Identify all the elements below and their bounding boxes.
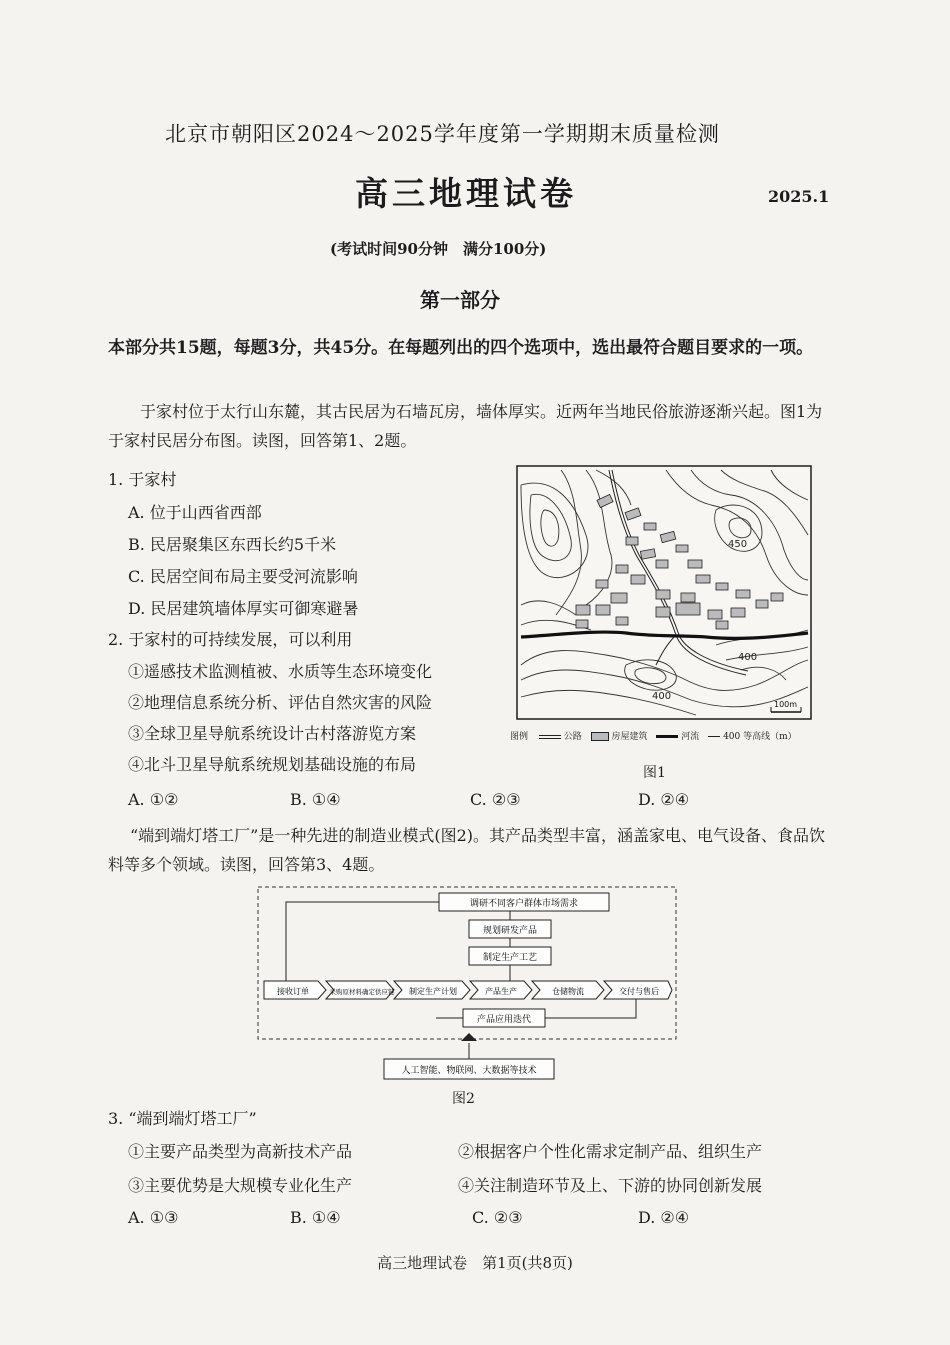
- exam-date: 2025.1: [768, 187, 830, 206]
- passage-2: “端到端灯塔工厂”是一种先进的制造业模式(图2)。其产品类型丰富，涵盖家电、电气设备、食品饮料等多个领域。读图，回答第3、4题。: [108, 826, 826, 874]
- legend-contour: 400 等高线（m）: [723, 732, 797, 742]
- box-process-label: 制定生产工艺: [482, 953, 538, 963]
- question-2-item-2: ②地理信息系统分析、评估自然灾害的风险: [128, 693, 433, 712]
- question-1-option-a[interactable]: A. 位于山西省西部: [128, 503, 262, 522]
- subject-title: 高三地理试卷: [355, 174, 577, 213]
- question-2-option-a[interactable]: A. ①②: [128, 790, 179, 809]
- question-3-option-b[interactable]: B. ①④: [290, 1208, 341, 1227]
- chain-step-6-label: 交付与售后: [619, 987, 659, 996]
- question-2-option-c[interactable]: C. ②③: [470, 790, 521, 809]
- figure-2-caption: 图2: [452, 1091, 475, 1107]
- question-3-option-a[interactable]: A. ①③: [128, 1208, 179, 1227]
- question-2-stem: 2. 于家村的可持续发展，可以利用: [108, 630, 353, 649]
- box-plan-product-label: 规划研发产品: [482, 926, 538, 936]
- question-3-item-4: ④关注制造环节及上、下游的协同创新发展: [458, 1176, 763, 1195]
- question-1-option-b[interactable]: B. 民居聚集区东西长约5千米: [128, 535, 337, 554]
- passage-1: 于家村位于太行山东麓，其古民居为石墙瓦房，墙体厚实。近两年当地民俗旅游逐渐兴起。图1为于家村民居分布图。读图，回答第1、2题。: [108, 402, 823, 450]
- chain-step-5-label: 仓储物流: [552, 987, 584, 996]
- chain-step-4-label: 产品生产: [485, 987, 517, 996]
- contour-label-400-east: 400: [738, 652, 758, 663]
- question-3-item-1: ①主要产品类型为高新技术产品: [128, 1142, 353, 1161]
- figure-1-map: [516, 465, 812, 720]
- figure-2-flowchart: [256, 885, 678, 1085]
- exam-header-title: 北京市朝阳区2024～2025学年度第一学期期末质量检测: [165, 122, 720, 146]
- contour-label-450: 450: [728, 539, 748, 550]
- question-2-item-3: ③全球卫星导航系统设计古村落游览方案: [128, 724, 417, 743]
- scale-label: 100m: [774, 700, 798, 709]
- legend-building: 房屋建筑: [611, 732, 648, 742]
- exam-info: (考试时间90分钟 满分100分): [330, 240, 547, 258]
- figure-1-legend: [510, 729, 797, 742]
- question-3-item-2: ②根据客户个性化需求定制产品、组织生产: [458, 1142, 763, 1161]
- legend-prefix: 图例: [510, 732, 529, 742]
- road-legend-icon: [539, 735, 561, 739]
- arrow-up-tech-icon: [461, 1033, 477, 1041]
- part-instructions: 本部分共15题，每题3分，共45分。在每题列出的四个选项中，选出最符合题目要求的一项。: [108, 338, 814, 358]
- question-2-option-b[interactable]: B. ①④: [290, 790, 341, 809]
- question-3-option-c[interactable]: C. ②③: [472, 1208, 523, 1227]
- chain-step-3-label: 制定生产计划: [409, 987, 457, 996]
- box-market-research-label: 调研不同客户群体市场需求: [469, 899, 579, 909]
- building-legend-icon: [591, 732, 609, 741]
- part-title: 第一部分: [420, 288, 500, 312]
- question-3-option-d[interactable]: D. ②④: [638, 1208, 690, 1227]
- contour-legend-icon: [708, 736, 720, 737]
- question-2-option-d[interactable]: D. ②④: [638, 790, 690, 809]
- question-2-item-4: ④北斗卫星导航系统规划基础设施的布局: [128, 755, 417, 774]
- question-3-item-3: ③主要优势是大规模专业化生产: [128, 1176, 353, 1195]
- chain-step-1-label: 接收订单: [277, 987, 309, 996]
- question-1-stem: 1. 于家村: [108, 470, 177, 489]
- question-3-stem: 3. “端到端灯塔工厂”: [108, 1109, 257, 1128]
- question-1-option-d[interactable]: D. 民居建筑墙体厚实可御寒避暑: [128, 599, 359, 618]
- page-footer: 高三地理试卷 第1页(共8页): [377, 1254, 573, 1272]
- contour-label-400-south: 400: [652, 691, 672, 702]
- legend-road: 公路: [563, 732, 582, 742]
- box-technology-label: 人工智能、物联网、大数据等技术: [401, 1066, 537, 1076]
- river-legend-icon: [656, 735, 678, 738]
- figure-1-caption: 图1: [643, 765, 666, 781]
- question-1-option-c[interactable]: C. 民居空间布局主要受河流影响: [128, 567, 358, 586]
- question-2-item-1: ①遥感技术监测植被、水质等生态环境变化: [128, 662, 433, 681]
- box-iteration-label: 产品应用迭代: [476, 1015, 532, 1025]
- legend-river: 河流: [681, 732, 700, 742]
- chain-step-2-label: 采购原材料确定供应链: [329, 988, 395, 996]
